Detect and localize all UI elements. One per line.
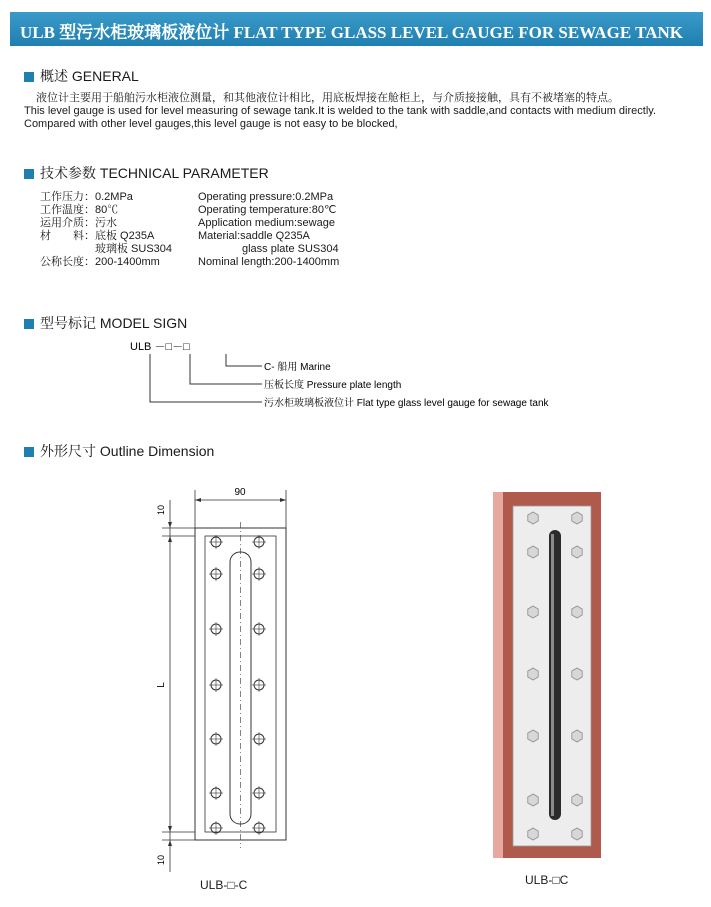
glass-window	[549, 530, 561, 820]
tech-en-row: Material:saddle Q235A	[198, 230, 310, 242]
section-heading: 概述 GENERAL	[40, 68, 139, 84]
dim-length-label: L	[156, 682, 167, 688]
tech-cn-row: 材 料：底板 Q235A	[40, 230, 155, 242]
hex-bolt-icon	[528, 512, 538, 524]
dim-top-label: 10	[156, 504, 166, 516]
section-heading: 技术参数 TECHNICAL PARAMETER	[40, 165, 269, 181]
section-general	[24, 66, 139, 86]
page-title: ULB 型污水柜玻璃板液位计 FLAT TYPE GLASS LEVEL GAUGE FOR SEWAGE TANK	[20, 23, 683, 42]
tech-en-row: Operating pressure:0.2MPa	[198, 191, 334, 203]
tech-cn-row: 工作压力：0.2MPa	[40, 191, 133, 203]
arrow-icon	[195, 498, 201, 502]
hex-bolt-icon	[528, 668, 538, 680]
hex-bolt-icon	[572, 512, 582, 524]
model-line-1: C- 船用 Marine	[264, 362, 331, 373]
tech-en-row: glass plate SUS304	[198, 243, 339, 255]
section-square-icon	[24, 169, 34, 179]
outline-drawing	[140, 480, 300, 878]
arrow-icon	[168, 840, 172, 846]
hex-bolt-icon	[572, 730, 582, 742]
hex-bolt-icon	[528, 828, 538, 840]
general-text	[24, 92, 704, 131]
section-square-icon	[24, 319, 34, 329]
hex-bolt-icon	[572, 668, 582, 680]
leader-line-1	[226, 354, 262, 366]
hex-bolt-icon	[572, 546, 582, 558]
section-heading: 型号标记 MODEL SIGN	[40, 315, 188, 331]
section-square-icon	[24, 447, 34, 457]
hex-bolt-icon	[572, 606, 582, 618]
model-line-2: 压板长度 Pressure plate length	[264, 380, 402, 391]
model-sign-diagram	[130, 336, 570, 412]
general-en-1: This level gauge is used for level measuring of sewage tank.It is welded to the tank with saddle,and contacts with medium directly.	[24, 105, 657, 117]
arrow-icon	[168, 536, 172, 542]
general-cn: 液位计主要用于船舶污水柜液位测量，和其他液位计相比，用底板焊接在舱柜上，与介质接接触，具有不被堵塞的特点。	[36, 92, 619, 104]
tech-cn-row: 运用介质：污水	[40, 217, 117, 229]
tech-en-row: Operating temperature:80℃	[198, 204, 337, 216]
title-banner	[10, 12, 703, 46]
arrow-icon	[168, 826, 172, 832]
tech-cn-row: 玻璃板 SUS304	[40, 243, 173, 255]
leader-line-3	[150, 354, 262, 402]
hex-bolt-icon	[528, 730, 538, 742]
caption-left: ULB-□-C	[200, 878, 248, 892]
model-line-3: 污水柜玻璃板液位计 Flat type glass level gauge for sewage tank	[264, 398, 549, 409]
hex-bolt-icon	[528, 794, 538, 806]
gauge-photo	[485, 488, 605, 868]
section-square-icon	[24, 72, 34, 82]
arrow-icon	[168, 522, 172, 528]
tech-en-column	[198, 191, 339, 269]
tech-en-row: Application medium:sewage	[198, 217, 335, 229]
hex-bolt-icon	[528, 606, 538, 618]
arrow-icon	[280, 498, 286, 502]
saddle-highlight	[493, 492, 503, 858]
caption-right: ULB-□C	[525, 873, 569, 887]
hex-bolt-icon	[528, 546, 538, 558]
dim-bottom-label: 10	[156, 854, 166, 866]
hex-bolt-icon	[572, 828, 582, 840]
model-code: ULB －□－□	[130, 341, 190, 353]
section-heading: 外形尺寸 Outline Dimension	[40, 443, 215, 459]
hex-bolt-icon	[572, 794, 582, 806]
glass-reflection	[551, 534, 554, 816]
section-outline	[24, 441, 214, 461]
tech-en-row: Nominal length:200-1400mm	[198, 256, 340, 268]
general-en-2: Compared with other level gauges,this level gauge is not easy to be blocked,	[24, 118, 398, 130]
dim-width-label: 90	[234, 487, 246, 498]
section-model	[24, 313, 187, 333]
section-technical	[24, 163, 269, 183]
tech-cn-row: 公称长度：200-1400mm	[40, 256, 160, 268]
tech-cn-row: 工作温度：80℃	[40, 204, 119, 216]
tech-cn-column	[40, 191, 172, 269]
